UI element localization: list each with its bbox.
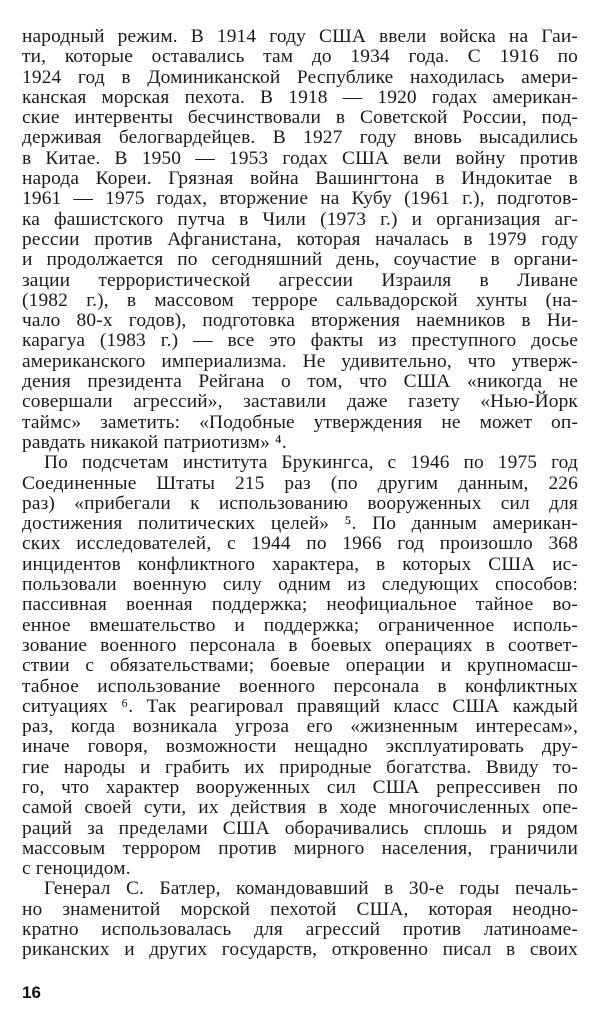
text-line: достижения политических целей» ⁵. По данным американ- (22, 513, 578, 535)
text-line: американского империализма. Не удивительно, что утверж- (22, 350, 578, 372)
text-line: и продолжается по сегодняшний день, соучастие в органи- (22, 249, 578, 271)
text-line: ствии с обязательствами; боевые операции и крупномасш- (22, 655, 578, 677)
text-line: ка фашистского путча в Чили (1973 г.) и организация аг- (22, 208, 578, 230)
text-line: канская морская пехота. В 1918 — 1920 годах американ- (22, 86, 578, 108)
text-line: раций за пределами США оборачивались сплошь и рядом (22, 817, 578, 839)
text-line: с геноцидом. (22, 858, 131, 880)
text-line: По подсчетам института Брукингса, с 1946 по 1975 год (44, 452, 578, 474)
text-line: инцидентов конфликтного характера, в которых США ис- (22, 553, 578, 575)
text-line: зации террористической агрессии Израиля в Ливане (22, 269, 578, 291)
text-line: массовым террором против мирного населения, граничили (22, 837, 578, 859)
text-line: совершали агрессий», заставили даже газету «Нью-Йорк (22, 391, 578, 413)
text-line: ских исследователей, с 1944 по 1966 год произошло 368 (22, 533, 578, 555)
text-line: ти, которые оставались там до 1934 года. С 1916 по (22, 46, 578, 68)
text-line: ские интервенты бесчинствовали в Советской России, под- (22, 107, 578, 129)
text-line: чало 80-х годов), подготовка вторжения наемников в Ни- (22, 310, 578, 332)
text-line: Генерал С. Батлер, командовавший в 30-е годы печаль- (44, 878, 578, 900)
text-line: пользовали военную силу одним из следующих способов: (22, 574, 578, 596)
text-line: гие народы и грабить их природные богатства. Ввиду то- (22, 756, 578, 778)
text-line: в Китае. В 1950 — 1953 годах США вели войну против (22, 147, 578, 169)
text-line: кратно использовалась для агрессий против латиноаме- (22, 919, 578, 941)
text-line: раз) «прибегали к использованию вооруженных сил для (22, 492, 578, 514)
text-line: таймс» заметить: «Подобные утверждения не может оп- (22, 411, 578, 433)
text-line: го, что характер вооруженных сил США репрессивен по (22, 776, 578, 798)
text-line: но знаменитой морской пехотой США, которая неодно- (22, 898, 578, 920)
text-line: раз, когда возникала угроза его «жизненным интересам», (22, 716, 578, 738)
text-line: рессии против Афганистана, которая началась в 1979 году (22, 228, 578, 250)
text-line: дения президента Рейгана о том, что США «никогда не (22, 371, 578, 393)
text-line: (1982 г.), в массовом терроре сальвадорской хунты (на- (22, 289, 578, 311)
page-body-text (22, 27, 578, 961)
text-line: народа Кореи. Грязная война Вашингтона в Индокитае в (22, 168, 578, 190)
text-line: держивая белогвардейцев. В 1927 году вновь высадились (22, 127, 578, 149)
text-line: карагуа (1983 г.) — все это факты из преступного досье (22, 330, 578, 352)
text-line: табное использование военного персонала в конфликтных (22, 675, 578, 697)
text-line: енное вмешательство и поддержка; ограниченное исполь- (22, 614, 578, 636)
text-line: равдать никакой патриотизм» ⁴. (22, 431, 287, 453)
text-line: 1924 год в Доминиканской Республике находилась амери- (22, 66, 578, 88)
page-number: 16 (22, 983, 41, 1002)
text-line: ситуациях ⁶. Так реагировал правящий класс США каждый (22, 695, 578, 717)
text-line: зование военного персонала в боевых операциях в соответ- (22, 634, 578, 656)
text-line: риканских и других государств, откровенно писал в своих (22, 939, 578, 961)
text-line: народный режим. В 1914 году США ввели войска на Гаи- (22, 26, 578, 47)
text-line: пассивная военная поддержка; неофициальное тайное во- (22, 594, 578, 616)
text-line: самой своей сути, их действия в ходе многочисленных опе- (22, 797, 578, 819)
text-line: иначе говоря, возможности нещадно эксплуатировать дру- (22, 736, 578, 758)
text-line: 1961 — 1975 годах, вторжение на Кубу (1961 г.), подготов- (22, 188, 578, 210)
text-line: Соединенные Штаты 215 раз (по другим данным, 226 (22, 472, 578, 494)
